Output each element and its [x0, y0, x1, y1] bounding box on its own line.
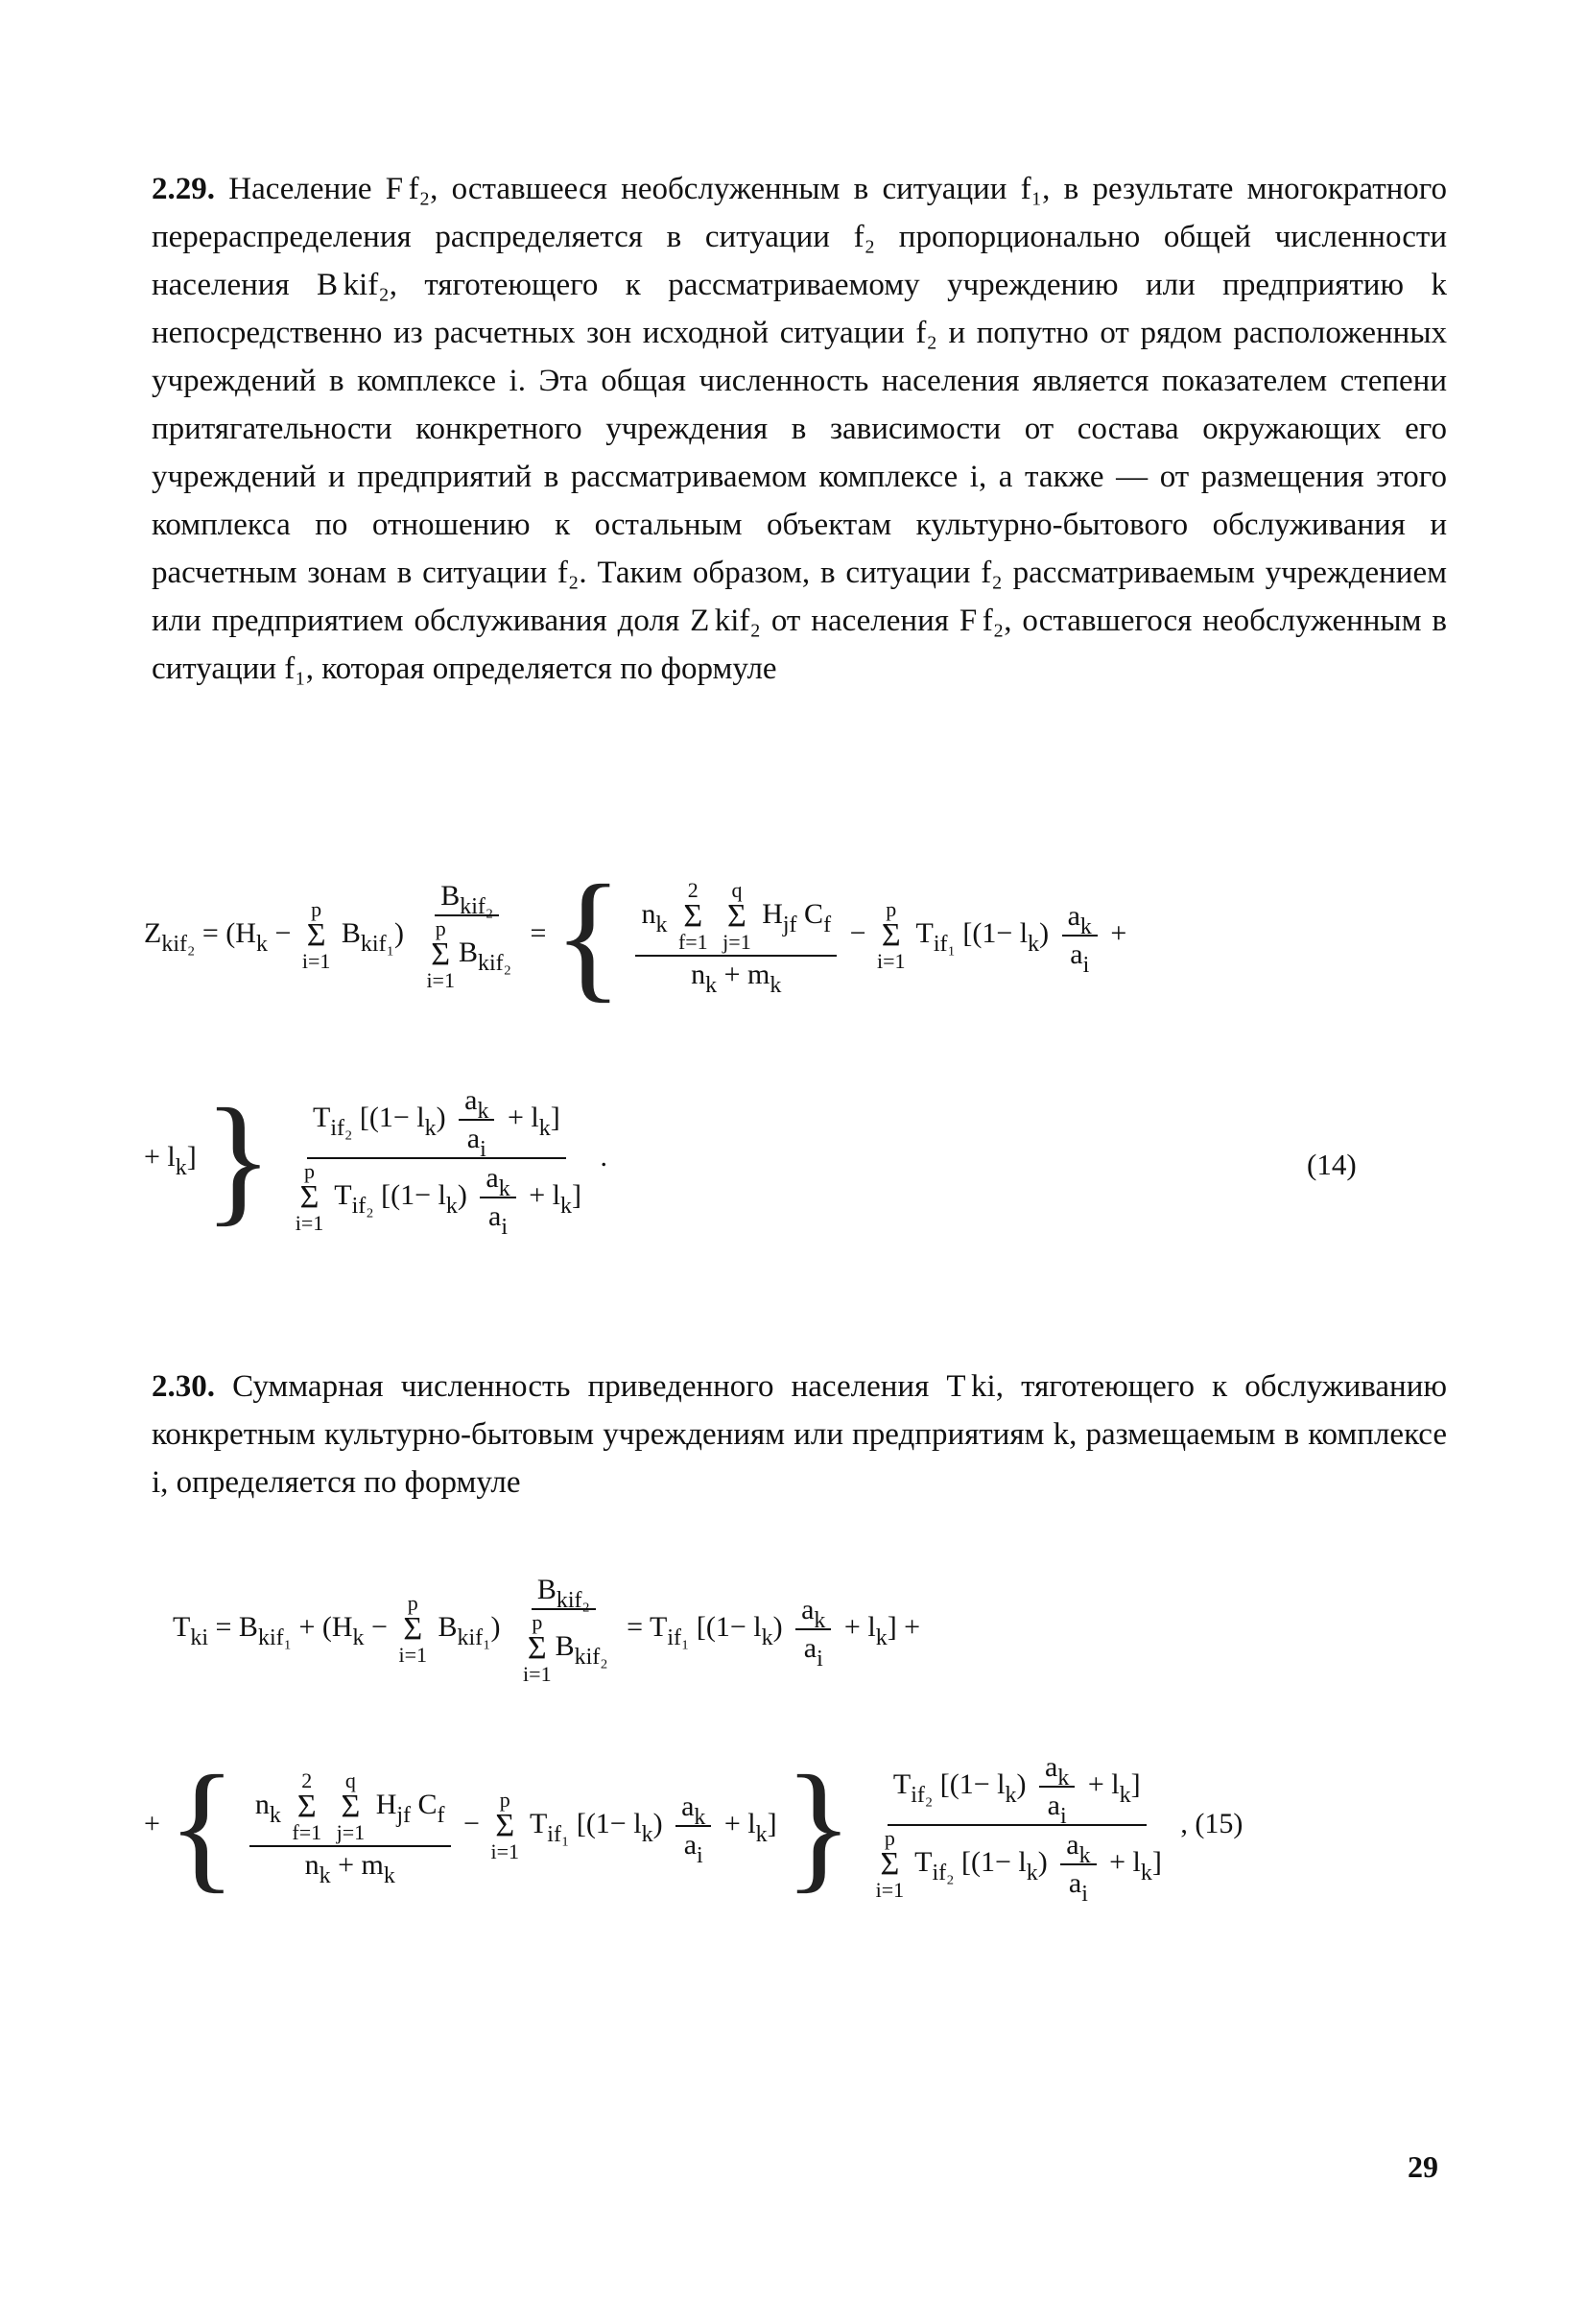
section-number: 2.30. — [152, 1369, 215, 1404]
page-number: 29 — [1408, 2149, 1438, 2184]
equation-number: , (15) — [1180, 1807, 1244, 1839]
paragraph-text: Население F f₂, оставшееся необслуженным в ситуации f₁, в результате многократного перераспределения распределяется в ситуации f₂ пропорционально общей численности населения B kif₂, тяготеющего к рассматриваемому учреждению или предприятию k непосредственно из расчетных зон исходной ситуации f₂ и попутно от рядом расположенных учреждений в комплексе i. Эта общая численность населения является показателем степени притягательности конкретного учреждения в зависимости от состава окружающих его учреждений и предприятий в рассматриваемом комплексе i, а также — от размещения этого комплекса по отношению к остальным объектам культурно-бытового обслуживания и расчетным зонам в ситуации f₂. Таким образом, в ситуации f₂ рассматриваемым учреждением или предприятием обслуживания доля Z kif₂ от населения F f₂, оставшегося необслуженным в ситуации f₁, которая определяется по формуле — [152, 172, 1448, 686]
paragraph-2-30 — [152, 1363, 1447, 1506]
section-number: 2.29. — [152, 172, 215, 206]
equation-number: (14) — [1307, 1148, 1357, 1181]
formula-15: $T_{ki} = B_{kif_1} + (H_k$ − p Σ i=1 $B_{kif_1}$) $B_{kif_2}$ p Σ i=1 $B_{kif_2}$ = $T_{if_1}$ [$(1- l_k)$ $\frac{a_k}{a_i}$ + $l_k$] + + { $n_k$ 2 Σ f=1 q Σ j=1 $H_{jf}$ $C_f$ $n_k + m_k$ − p Σ i=1 $T_{if_1}$ [$(1- l_k)$ $\frac{a_k}{a_i}$ + $l_k$] } $T_{if_2}$ [$(1- l_k)$ $\frac{a_k}{a_i}$ + $l_k$] p Σ i=1 $T_{if_2}$ [$(1- l_k)$ $\frac{a_k}{a_i}$ + $l_k$] , (15) — [144, 1574, 1244, 1907]
formula-14: $Z_{kif_2} = (H_k$ − p Σ i=1 $B_{kif_1}$) $B_{kif_2}$ p Σ i=1 $B_{kif_2}$ = { $n_k$ 2 Σ f=1 q Σ j=1 $H_{jf}$ $C_f$ $n_k + m_k$ − p Σ i=1 $T_{if_1}$ [$(1- l_k)$ $\frac{a_k}{a_i}$ + + $l_k$] } $T_{if_2}$ [$(1- l_k)$ $\frac{a_k}{a_i}$ + $l_k$] p Σ i=1 $T_{if_2}$ [$(1- l_k)$ $\frac{a_k}{a_i}$ + $l_k$] . (14) — [144, 856, 1357, 1240]
paragraph-text: Суммарная численность приведенного населения T ki, тяготеющего к обслуживанию конкретным культурно-бытовым учреждениям или предприятиям k, размещаемым в комплексе i, определяется по формуле — [152, 1369, 1448, 1500]
paragraph-2-29 — [152, 165, 1447, 693]
